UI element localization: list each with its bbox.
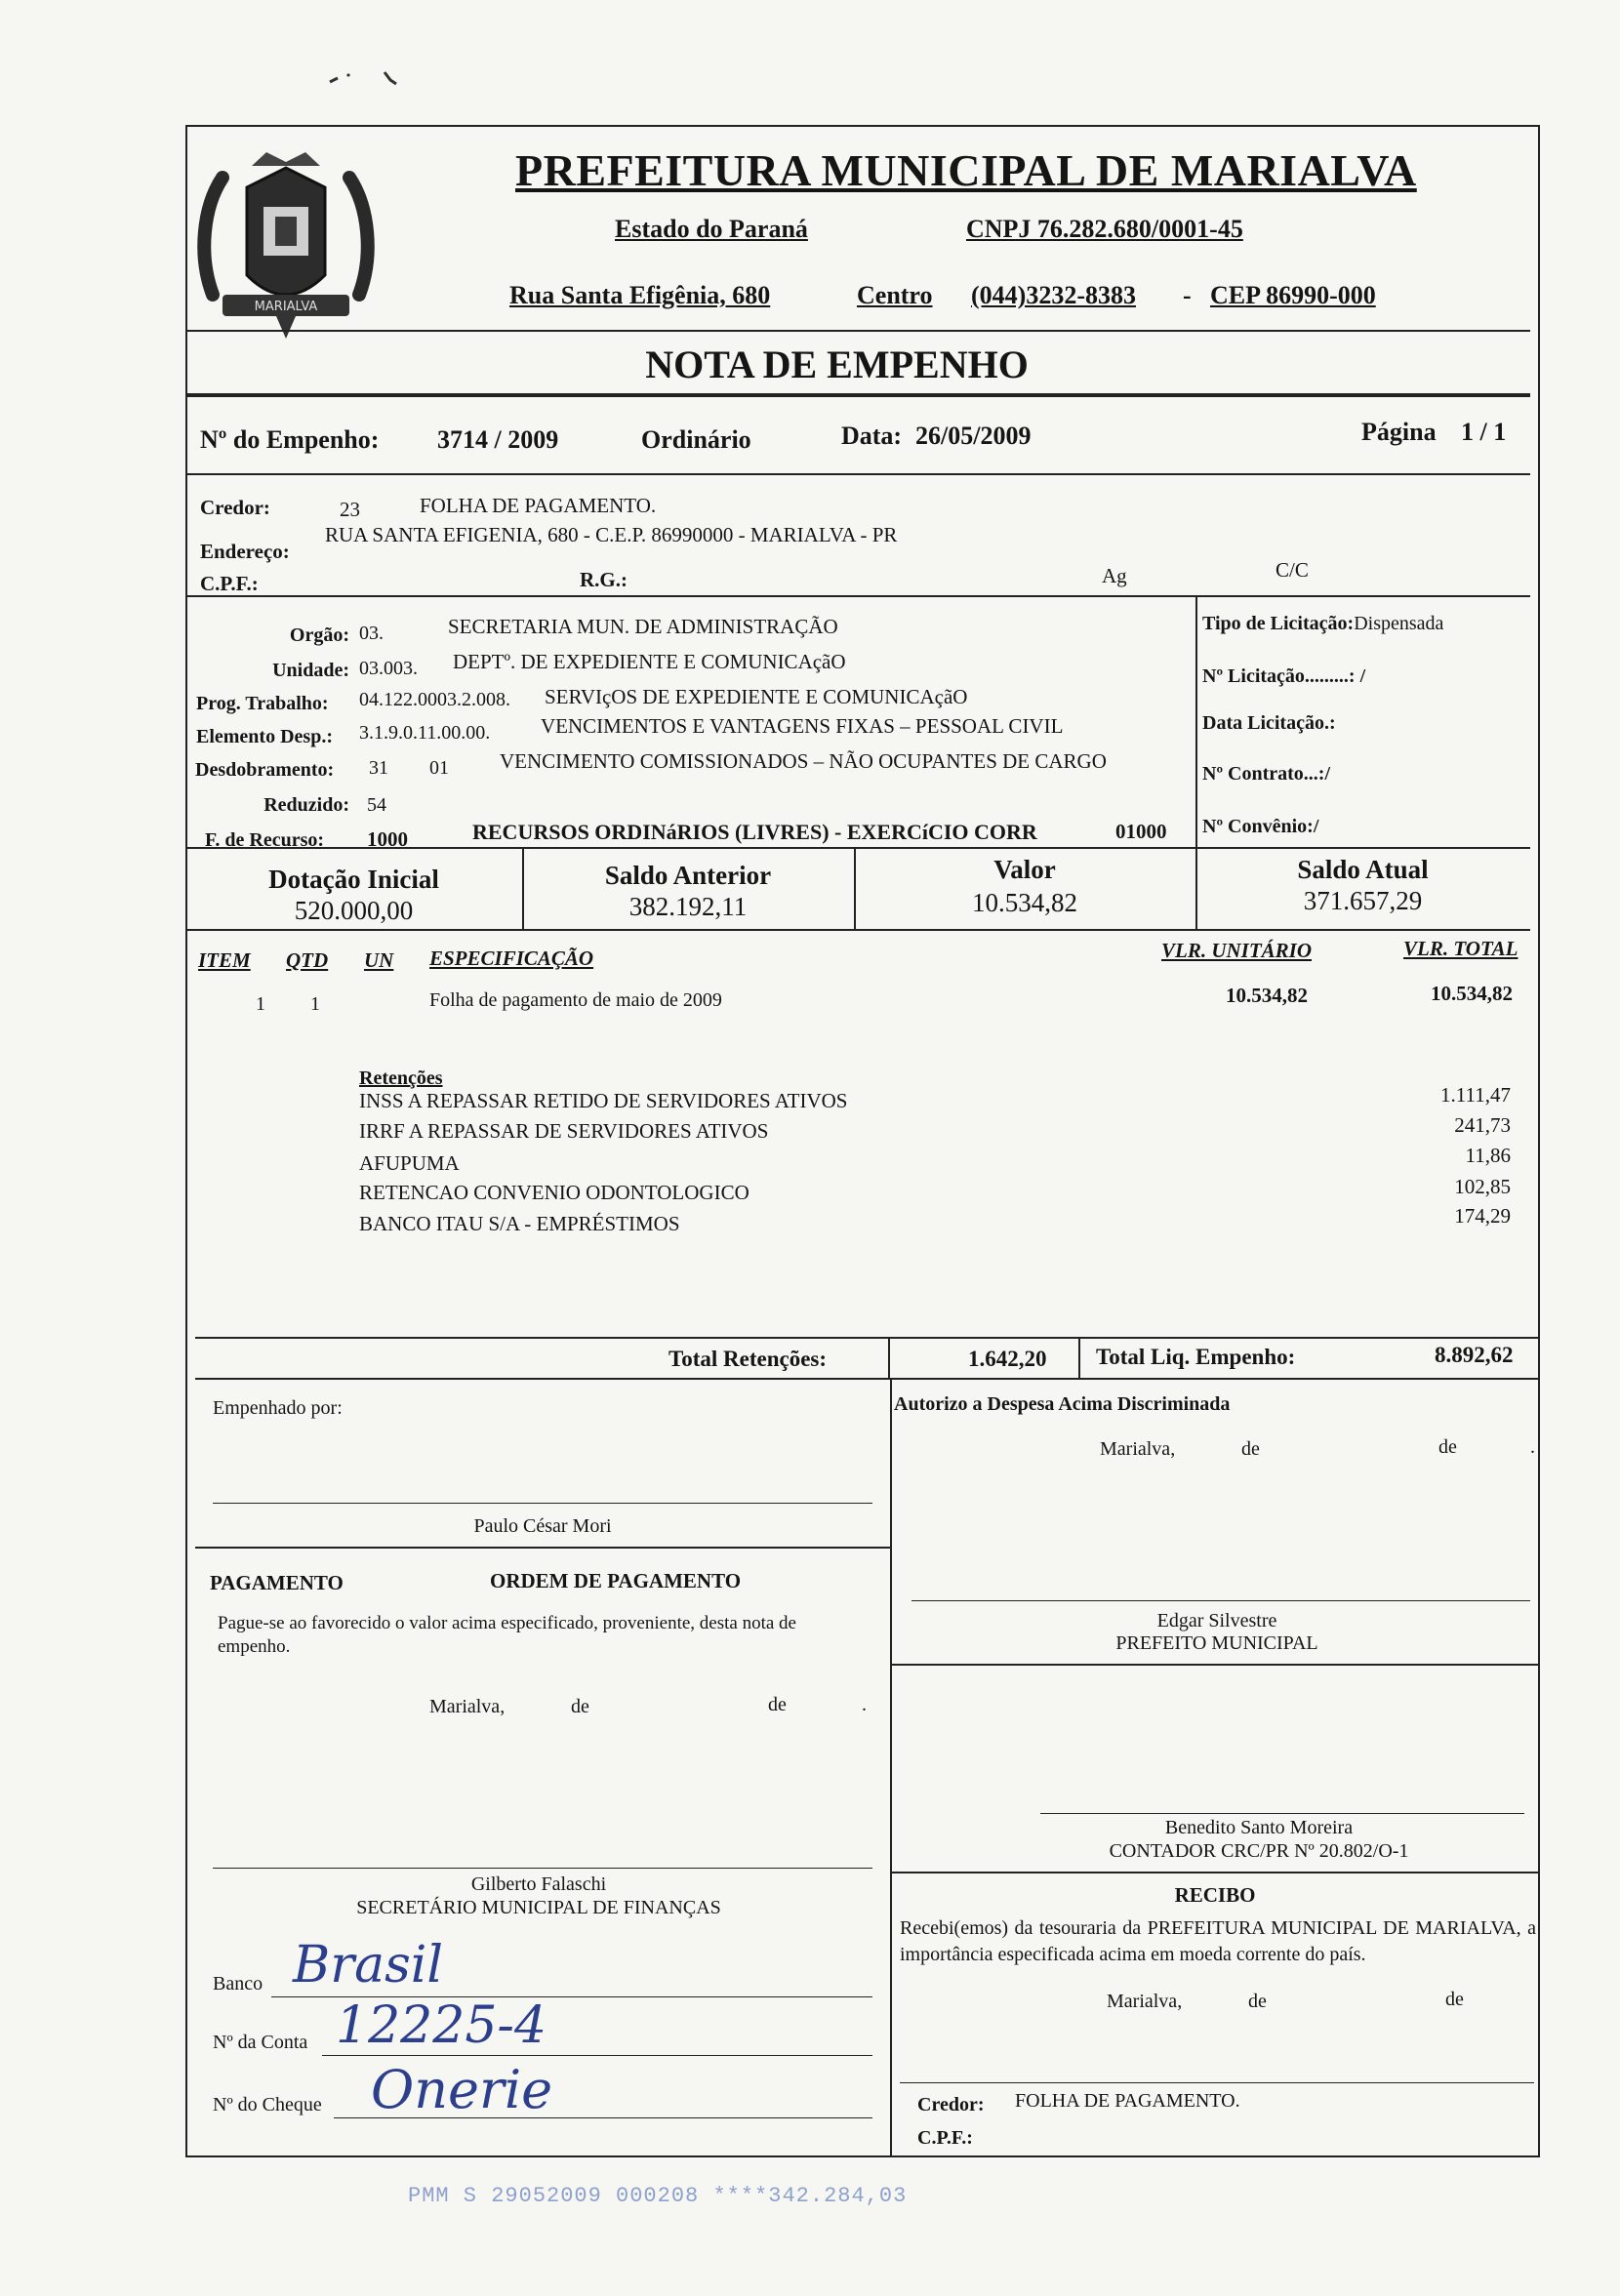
- retencao-line: [359, 1204, 1511, 1236]
- retencao-desc: INSS A REPASSAR RETIDO DE SERVIDORES ATIVOS: [359, 1089, 848, 1112]
- item-unit-value: 10.534,82: [1226, 984, 1308, 1007]
- ordem-pagamento-label: ORDEM DE PAGAMENTO: [490, 1569, 742, 1592]
- autorizo-city: Marialva,: [1100, 1438, 1176, 1460]
- prefeito-title: PREFEITO MUNICIPAL: [1115, 1632, 1318, 1654]
- totals-top-divider: [195, 1337, 1540, 1339]
- pagamento-city: Marialva,: [429, 1696, 506, 1717]
- elemento-name: VENCIMENTOS E VANTAGENS FIXAS – PESSOAL CIVIL: [541, 714, 1064, 738]
- tipo-licitacao-label: Tipo de Licitação:: [1202, 613, 1355, 634]
- empenho-divider: [185, 473, 1530, 475]
- valor-label: Valor: [993, 855, 1056, 884]
- conta-label: Nº da Conta: [213, 2032, 308, 2053]
- desdobramento-name: VENCIMENTO COMISSIONADOS – NÃO OCUPANTES DE CARGO: [500, 749, 1107, 773]
- scan-mark: [328, 68, 406, 88]
- totals-bottom-divider: [195, 1378, 1540, 1380]
- totals-divider-1: [888, 1337, 890, 1378]
- credor-label: Credor:: [200, 496, 270, 519]
- totals-divider-2: [1078, 1337, 1080, 1378]
- recibo-de-1: de: [1248, 1991, 1267, 2012]
- cheque-handwritten: Onerie: [371, 2059, 553, 2120]
- retencao-desc: RETENCAO CONVENIO ODONTOLOGICO: [359, 1181, 749, 1204]
- numero-convenio: Nº Convênio:/: [1202, 816, 1319, 837]
- autorizo-de-1: de: [1241, 1438, 1260, 1460]
- page-label: Página: [1361, 418, 1437, 446]
- reduzido-label: Reduzido:: [263, 794, 349, 816]
- retencao-value: 1.111,47: [1440, 1083, 1511, 1107]
- pagamento-label: PAGAMENTO: [210, 1571, 344, 1594]
- address-phone: (044)3232-8383: [971, 281, 1136, 309]
- col-especificacao: ESPECIFICAÇÃO: [429, 947, 594, 970]
- item-row: [185, 982, 1530, 1015]
- empenho-number: 3714 / 2009: [437, 425, 559, 454]
- budget-divider-vertical: [1195, 595, 1197, 849]
- desdobramento-a: 31: [369, 757, 388, 779]
- empenhado-signature-line: [213, 1503, 872, 1504]
- pagamento-dot: .: [862, 1694, 867, 1715]
- title-divider: [185, 393, 1530, 397]
- page-number: 1 / 1: [1461, 418, 1507, 446]
- cc-label: C/C: [1276, 558, 1309, 582]
- unidade-label: Unidade:: [272, 660, 349, 681]
- crest-banner-text: MARIALVA: [254, 300, 318, 314]
- signatures-vertical-divider: [890, 1378, 892, 2157]
- empenhado-por-name: Paulo César Mori: [473, 1515, 612, 1537]
- credor-recibo-divider: [900, 2082, 1534, 2083]
- retencao-desc: BANCO ITAU S/A - EMPRÉSTIMOS: [359, 1212, 680, 1235]
- retencoes-title: Retenções: [359, 1067, 443, 1089]
- address-dash: -: [1183, 281, 1192, 309]
- recibo-credor-label: Credor:: [917, 2094, 985, 2115]
- col-item: ITEM: [198, 948, 251, 972]
- retencao-value: 174,29: [1454, 1204, 1511, 1228]
- state-name: Estado do Paraná: [615, 215, 808, 243]
- conta-handwritten: 12225-4: [336, 1996, 547, 2055]
- col-vlr-total: VLR. TOTAL: [1403, 937, 1519, 960]
- recibo-city: Marialva,: [1107, 1991, 1183, 2012]
- cheque-label: Nº do Cheque: [213, 2094, 322, 2115]
- prog-trabalho-label: Prog. Trabalho:: [196, 693, 329, 714]
- retencao-value: 102,85: [1454, 1175, 1511, 1198]
- total-retencoes-label: Total Retenções:: [668, 1347, 828, 1371]
- unidade-name: DEPTº. DE EXPEDIENTE E COMUNICAçãO: [453, 650, 846, 673]
- empenho-date-label: Data:: [841, 422, 903, 450]
- fonte-recurso-label: F. de Recurso:: [205, 829, 325, 851]
- contador-signature-line: [1040, 1813, 1524, 1814]
- document-title: NOTA DE EMPENHO: [645, 342, 1029, 386]
- header-divider: [185, 330, 1530, 332]
- prog-trabalho-name: SERVIçOS DE EXPEDIENTE E COMUNICAçãO: [545, 685, 968, 708]
- saldo-anterior-value: 382.192,11: [628, 892, 748, 921]
- municipal-crest-logo: [193, 148, 379, 343]
- item-spec: Folha de pagamento de maio de 2009: [429, 989, 722, 1011]
- col-vlr-unitario: VLR. UNITÁRIO: [1161, 939, 1313, 962]
- col-qtd: QTD: [286, 948, 329, 972]
- recibo-title: RECIBO: [1174, 1883, 1256, 1907]
- empenho-type: Ordinário: [641, 425, 751, 454]
- secretario-name: Gilberto Falaschi: [470, 1873, 607, 1895]
- item-qtd: 1: [310, 993, 320, 1015]
- numero-licitacao: Nº Licitação.........: /: [1202, 665, 1366, 687]
- fonte-recurso-number: 01000: [1115, 820, 1167, 843]
- elemento-label: Elemento Desp.:: [196, 726, 333, 747]
- orgao-name: SECRETARIA MUN. DE ADMINISTRAÇÃO: [448, 615, 838, 638]
- elemento-code: 3.1.9.0.11.00.00.: [359, 722, 491, 744]
- conta-line: [322, 2055, 872, 2056]
- retencao-line: [359, 1175, 1511, 1205]
- autorizo-dot: .: [1530, 1436, 1535, 1458]
- total-liq-label: Total Liq. Empenho:: [1096, 1345, 1296, 1369]
- saldo-anterior-label: Saldo Anterior: [604, 861, 772, 890]
- credor-code: 23: [340, 498, 360, 521]
- retencao-desc: IRRF A REPASSAR DE SERVIDORES ATIVOS: [359, 1119, 769, 1143]
- valor-value: 10.534,82: [972, 888, 1077, 917]
- fonte-recurso-name: RECURSOS ORDINáRIOS (LIVRES) - EXERCíCIO CORR: [472, 820, 1037, 844]
- item-number: 1: [256, 993, 265, 1015]
- reduzido-code: 54: [367, 794, 386, 816]
- retencao-line: [359, 1113, 1511, 1144]
- endereco-label: Endereço:: [200, 540, 290, 563]
- creditor-divider: [185, 595, 1530, 597]
- secretario-title: SECRETÁRIO MUNICIPAL DE FINANÇAS: [356, 1897, 721, 1918]
- endereco-value: RUA SANTA EFIGENIA, 680 - C.E.P. 86990000 - MARIALVA - PR: [325, 523, 898, 546]
- orgao-label: Orgão:: [289, 624, 349, 646]
- retencao-value: 241,73: [1454, 1113, 1511, 1137]
- pagamento-de-2: de: [768, 1694, 787, 1715]
- saldo-atual-label: Saldo Atual: [1297, 855, 1429, 884]
- col-un: UN: [364, 948, 394, 972]
- total-retencoes-value: 1.642,20: [968, 1347, 1047, 1371]
- authentication-stamp: PMM S 29052009 000208 ****342.284,03: [408, 2184, 908, 2208]
- recibo-text: Recebi(emos) da tesouraria da PREFEITURA MUNICIPAL DE MARIALVA, a importância especificada acima em moeda corrente do país.: [900, 1917, 1536, 1965]
- unidade-code: 03.003.: [359, 658, 418, 679]
- pague-se-text: Pague-se ao favorecido o valor acima especificado, proveniente, desta nota de empenho.: [218, 1613, 796, 1657]
- municipality-title: PREFEITURA MUNICIPAL DE MARIALVA: [515, 145, 1417, 195]
- prefeito-signature-line: [911, 1600, 1530, 1601]
- contador-name: Benedito Santo Moreira: [1164, 1817, 1354, 1838]
- numero-contrato: Nº Contrato...:/: [1202, 763, 1331, 785]
- pagamento-top-divider: [195, 1547, 890, 1549]
- ag-label: Ag: [1102, 564, 1127, 587]
- tipo-licitacao: [1202, 613, 1443, 635]
- secretario-signature-line: [213, 1868, 872, 1869]
- tipo-licitacao-value: Dispensada: [1354, 613, 1444, 634]
- prog-trabalho-code: 04.122.0003.2.008.: [359, 689, 510, 710]
- prefeito-name: Edgar Silvestre: [1156, 1610, 1277, 1631]
- recibo-credor-value: FOLHA DE PAGAMENTO.: [1015, 2090, 1240, 2112]
- banco-label: Banco: [213, 1973, 263, 1994]
- empenho-date: 26/05/2009: [915, 422, 1032, 450]
- banco-handwritten: Brasil: [293, 1936, 444, 1994]
- desdobramento-label: Desdobramento:: [195, 759, 335, 781]
- contador-title: CONTADOR CRC/PR Nº 20.802/O-1: [1109, 1840, 1409, 1862]
- recibo-cpf-label: C.P.F.:: [917, 2127, 973, 2149]
- pagamento-de-1: de: [571, 1696, 589, 1717]
- retencao-line: [359, 1083, 1511, 1113]
- recibo-de-2: de: [1445, 1989, 1464, 2010]
- retencao-value: 11,86: [1465, 1144, 1511, 1167]
- balances-divider: [185, 929, 1530, 931]
- item-total-value: 10.534,82: [1431, 982, 1513, 1005]
- contador-divider: [890, 1872, 1540, 1873]
- retencao-desc: AFUPUMA: [359, 1151, 460, 1175]
- cnpj: CNPJ 76.282.680/0001-45: [966, 215, 1243, 243]
- desdobramento-b: 01: [429, 757, 449, 779]
- prefeito-divider: [890, 1664, 1540, 1666]
- dotacao-value: 520.000,00: [294, 896, 414, 925]
- address-street: Rua Santa Efigênia, 680: [509, 281, 771, 309]
- empenho-number-label: Nº do Empenho:: [200, 425, 380, 454]
- fonte-recurso-code: 1000: [367, 827, 408, 851]
- dotacao-label: Dotação Inicial: [268, 865, 439, 894]
- autorizo-de-2: de: [1438, 1436, 1457, 1458]
- total-liq-value: 8.892,62: [1435, 1343, 1514, 1367]
- retencao-line: [359, 1144, 1511, 1176]
- rg-label: R.G.:: [580, 568, 628, 591]
- data-licitacao: Data Licitação.:: [1202, 712, 1336, 734]
- autorizo-despesa: Autorizo a Despesa Acima Discriminada: [894, 1393, 1231, 1415]
- empenhado-por-label: Empenhado por:: [213, 1397, 343, 1419]
- address-district: Centro: [857, 281, 933, 309]
- credor-name: FOLHA DE PAGAMENTO.: [420, 494, 657, 517]
- orgao-code: 03.: [359, 623, 384, 644]
- saldo-atual-value: 371.657,29: [1303, 886, 1423, 915]
- address-cep: CEP 86990-000: [1210, 281, 1376, 309]
- budget-divider: [185, 847, 1530, 849]
- cpf-label: C.P.F.:: [200, 572, 259, 595]
